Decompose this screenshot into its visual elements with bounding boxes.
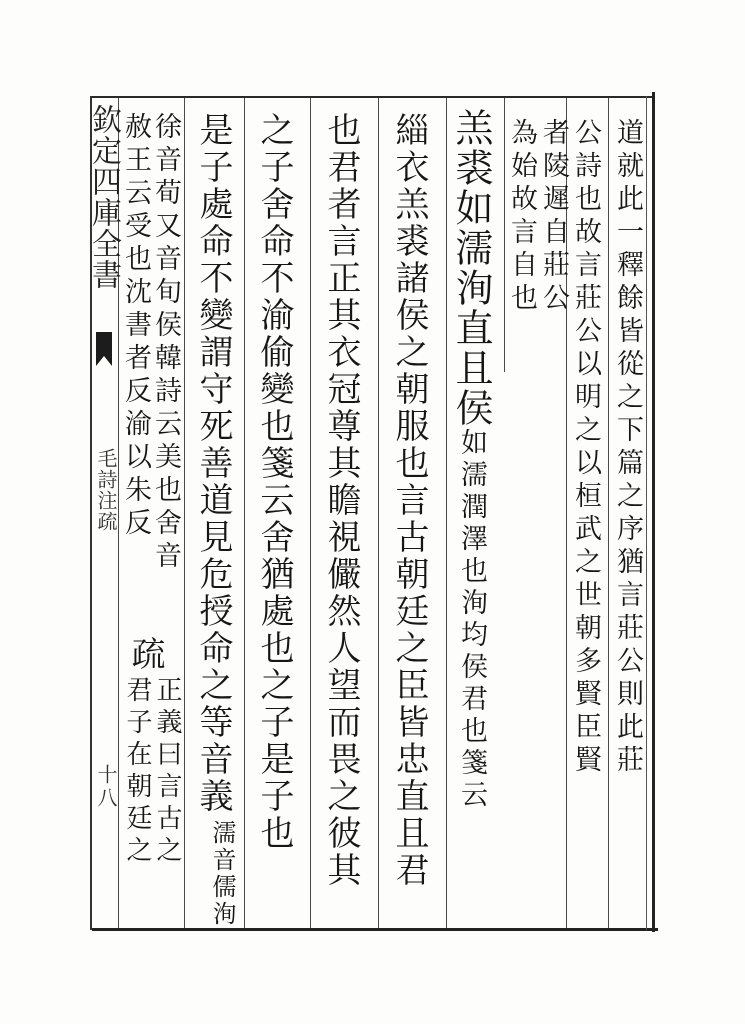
shu-marker: 疏	[125, 636, 165, 673]
verse-text: 羔裘如濡洵直且侯	[449, 108, 493, 428]
commentary-column: 正義曰言古之	[152, 676, 182, 868]
frame-right-inner-border	[646, 96, 647, 930]
pronunciation-note: 赦王云受也沈書者反渝以朱反	[120, 112, 151, 541]
commentary-column: 公詩也故言莊公以明之以桓武之世朝多賢臣賢	[570, 118, 601, 778]
pronunciation-note: 濡音儒洵	[208, 820, 236, 928]
column-rule	[184, 98, 185, 928]
fishtail-ornament-icon	[94, 330, 114, 368]
commentary-column: 是子處命不變謂守死善道見危授命之等音義	[193, 112, 233, 815]
column-rule	[310, 98, 311, 928]
commentary-column: 也君者言正其衣冠尊其瞻視儼然人望而畏之彼其	[321, 112, 361, 889]
commentary-column: 之子舍命不渝偷變也箋云舍猶處也之子是子也	[254, 112, 294, 852]
pronunciation-note: 徐音荀又音旬侯韓詩云美也舍音	[150, 112, 181, 574]
frame-bottom-border	[92, 928, 658, 931]
commentary-column: 君子在朝廷之	[122, 676, 152, 868]
verse-column	[449, 108, 493, 812]
frame-right-border	[652, 92, 655, 932]
commentary-column: 緇衣羔裘諸侯之朝服也言古朝廷之臣皆忠直且君	[389, 112, 429, 889]
frame-top-border	[92, 96, 652, 98]
column-rule	[504, 98, 505, 372]
commentary-column: 者陵遲自莊公	[538, 118, 569, 316]
commentary-text: 如濡潤澤也洵均侯君也箋云	[456, 428, 487, 812]
column-rule	[378, 98, 379, 928]
commentary-column: 為始故言自也	[506, 118, 537, 316]
column-rule	[244, 98, 245, 928]
column-rule	[446, 98, 447, 928]
book-title: 毛詩注疏	[94, 448, 118, 532]
commentary-column: 道就此一釋餘皆從之下篇之序猶言莊公則此莊	[612, 118, 643, 778]
folio-number: 十八	[94, 764, 118, 810]
collection-title: 欽定四庫全書	[86, 104, 121, 290]
column-rule	[608, 98, 609, 928]
